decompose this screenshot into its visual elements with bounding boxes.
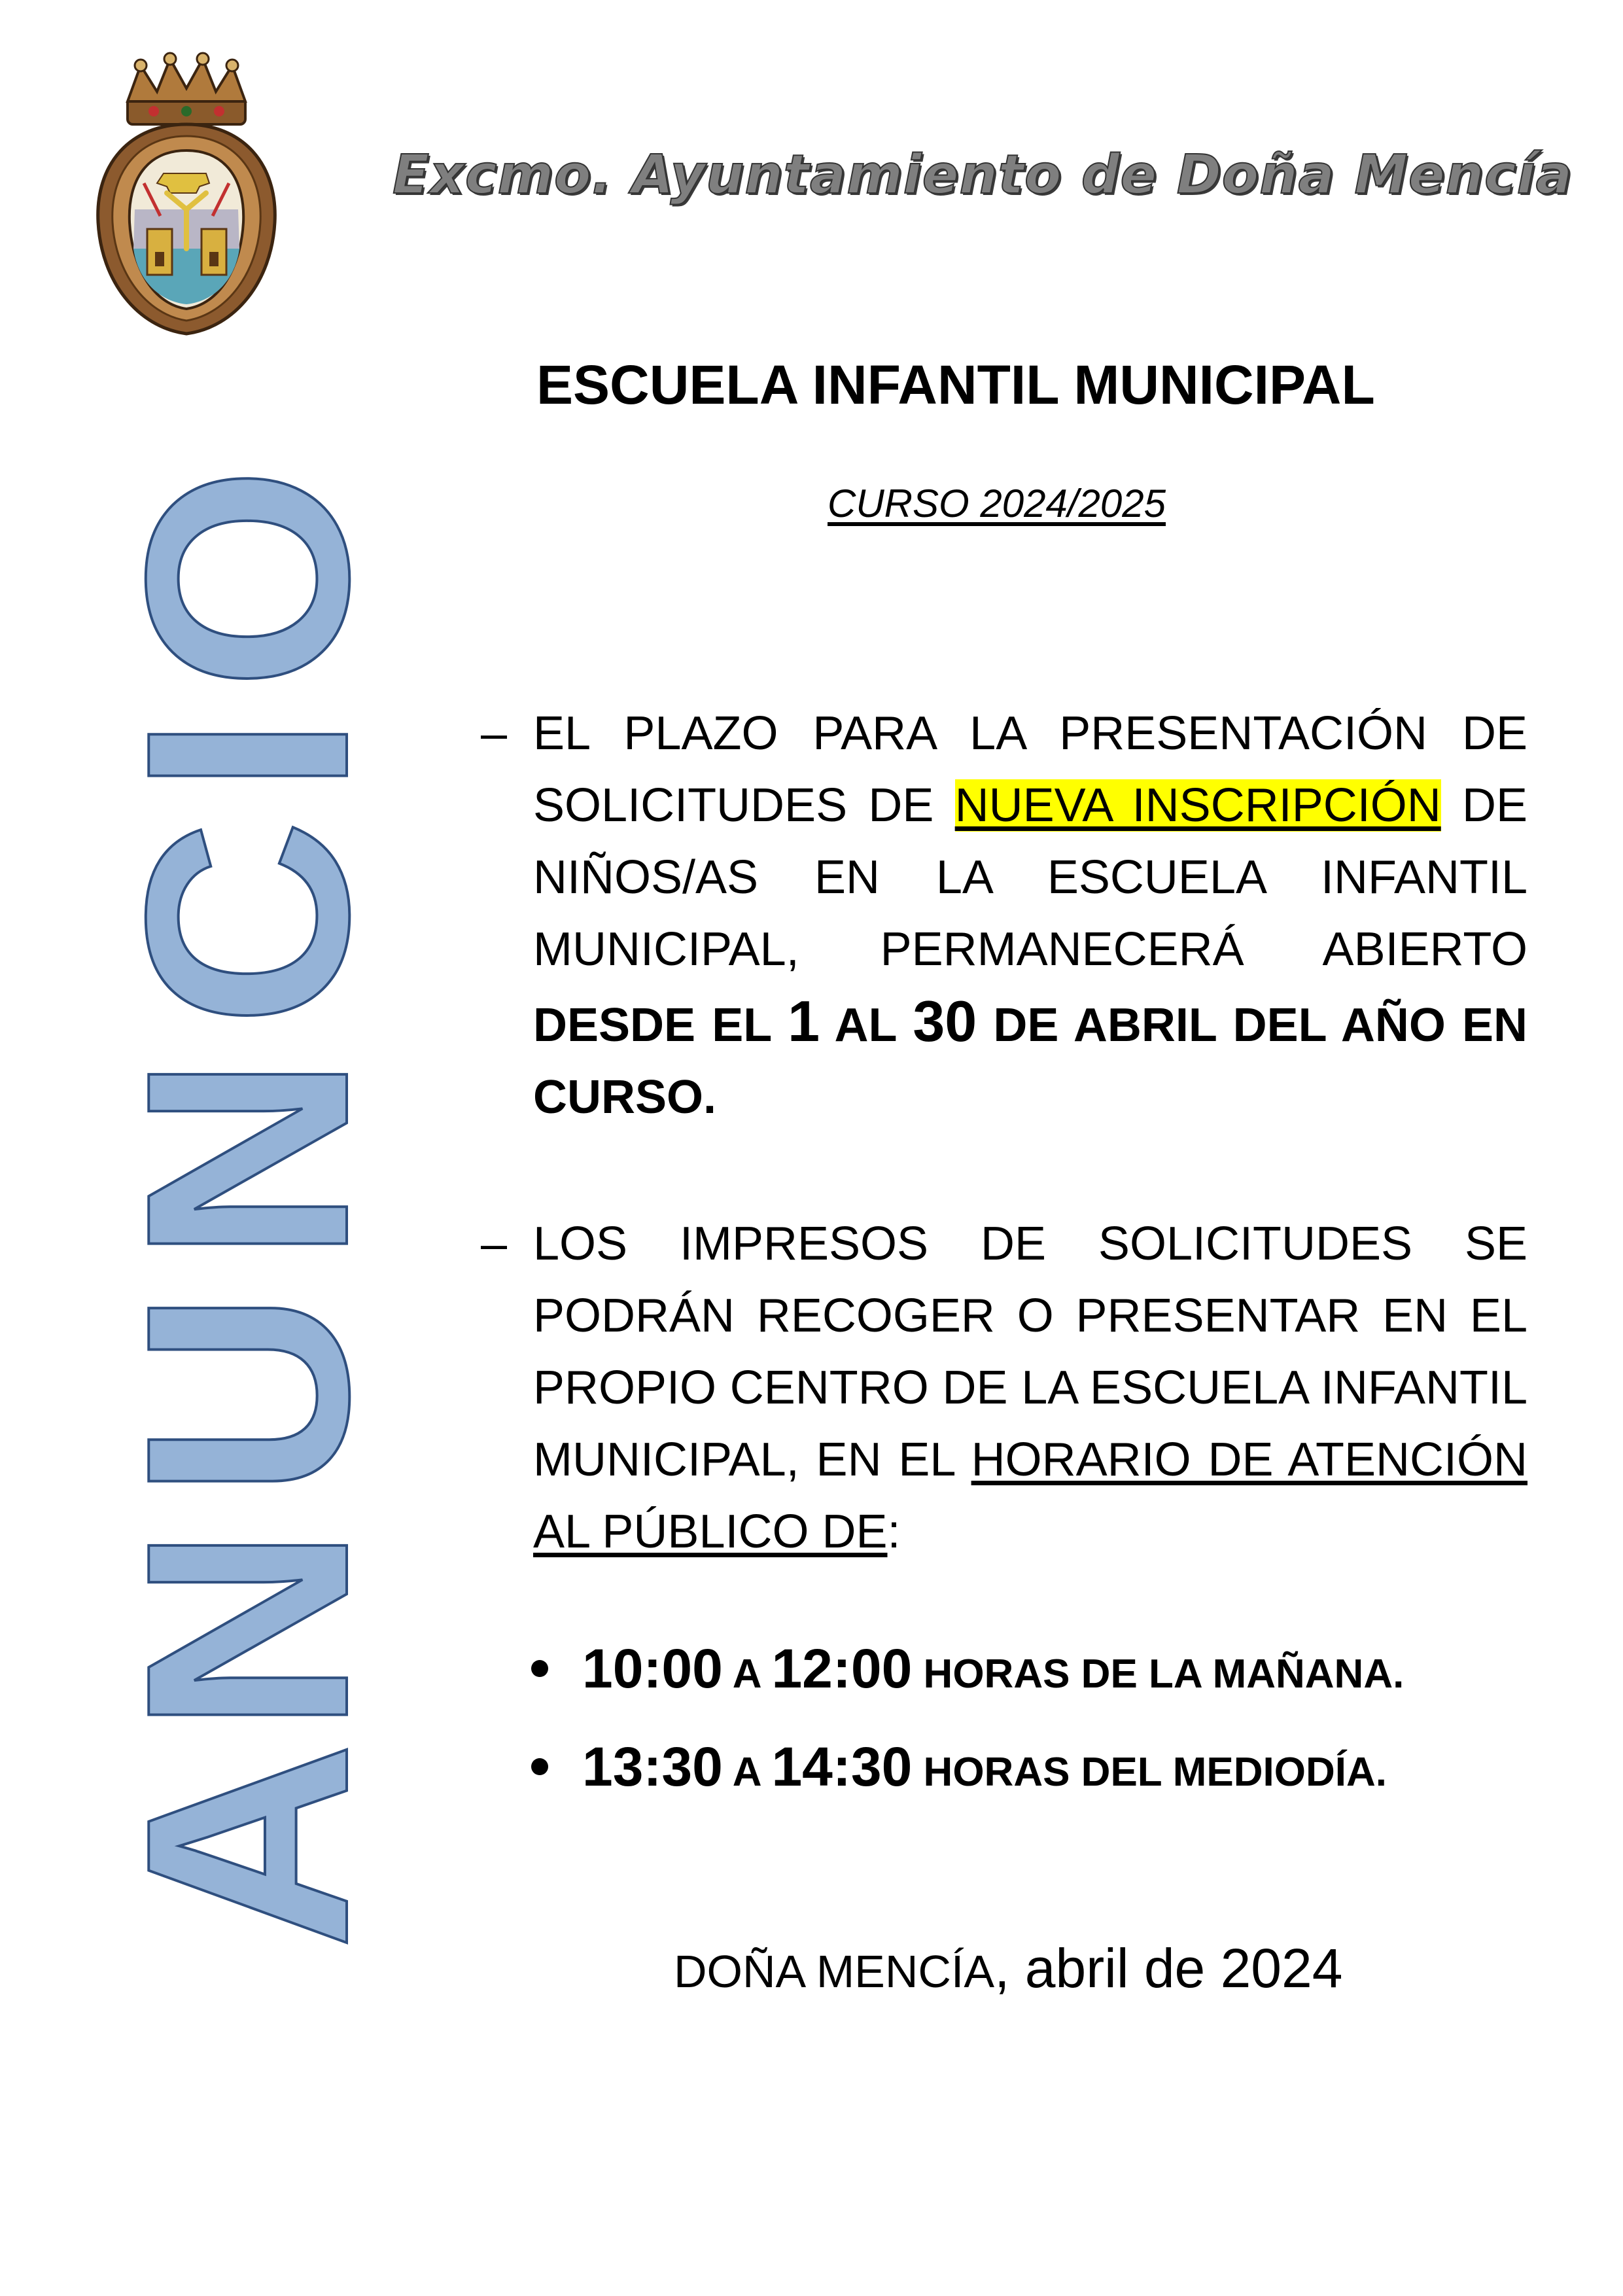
date-end: 30 (913, 989, 977, 1053)
banner-letter-i: I (87, 715, 408, 795)
paragraph1-bold-1: DESDE EL (533, 999, 788, 1051)
bullet-icon (531, 1758, 548, 1775)
banner-letter-u: U (87, 1290, 408, 1498)
paragraph1-bold-2: AL (820, 999, 913, 1051)
schedule-label: HORAS DE LA MAÑANA. (912, 1651, 1405, 1697)
highlighted-new-registration: NUEVA INSCRIPCIÓN (954, 779, 1441, 832)
bullet-icon (531, 1660, 548, 1677)
banner-letter-n2: N (87, 1055, 408, 1263)
course-label: CURSO 2024/2025 (828, 482, 1166, 525)
crown-icon (128, 53, 245, 124)
paragraph1-bold-3: DE ABRIL DEL AÑO EN CURSO. (533, 999, 1527, 1123)
paragraph2-text-1: LOS IMPRESOS DE SOLICITUDES SE PODRÁN RECOGER O PRESENTAR EN EL PROPIO CENTRO DE LA ESCUELA INFANTIL MUNICIPAL, EN EL (533, 1218, 1527, 1486)
dash-bullet: – (481, 1218, 508, 1270)
paragraph2-colon: : (887, 1506, 901, 1558)
banner-letter-o: O (87, 466, 408, 690)
paragraph-forms-collection (481, 1208, 1527, 1568)
date-start: 1 (788, 989, 820, 1053)
banner-letter-n1: N (87, 1526, 408, 1734)
schedule-label: HORAS DEL MEDIODÍA. (912, 1750, 1387, 1795)
schedule-sep: A (722, 1750, 772, 1795)
footer-place: DOÑA MENCÍA (674, 1946, 995, 1997)
schedule-list (530, 1633, 1544, 1829)
underlined-office-hours: HORARIO DE ATENCIÓN AL PÚBLICO DE (533, 1434, 1527, 1558)
list-item (530, 1731, 1544, 1829)
municipal-coat-of-arms-icon (92, 52, 281, 340)
paragraph-registration-period (481, 698, 1528, 1133)
schedule-end: 12:00 (771, 1638, 913, 1699)
footer-date: , abril de 2024 (994, 1937, 1343, 1999)
dash-bullet: – (481, 707, 508, 760)
page-title: ESCUELA INFANTIL MUNICIPAL (536, 354, 1375, 415)
schedule-start: 13:30 (582, 1736, 723, 1797)
list-item (530, 1633, 1544, 1731)
paragraph1-text-2: DE NIÑOS/AS EN LA ESCUELA INFANTIL MUNICIPAL, PERMANECERÁ ABIERTO (533, 779, 1528, 976)
anuncio-banner (85, 458, 408, 1950)
banner-letter-c: C (87, 819, 408, 1027)
schedule-start: 10:00 (582, 1638, 723, 1699)
schedule-sep: A (722, 1651, 772, 1697)
footer-place-date (674, 1937, 1557, 2000)
banner-letter-a: A (87, 1742, 408, 1950)
schedule-end: 14:30 (771, 1736, 913, 1797)
organization-title: Excmo. Ayuntamiento de Doña Mencía (393, 144, 1573, 206)
paragraph1-text-1: EL PLAZO PARA LA PRESENTACIÓN DE SOLICITUDES DE (533, 707, 1527, 832)
